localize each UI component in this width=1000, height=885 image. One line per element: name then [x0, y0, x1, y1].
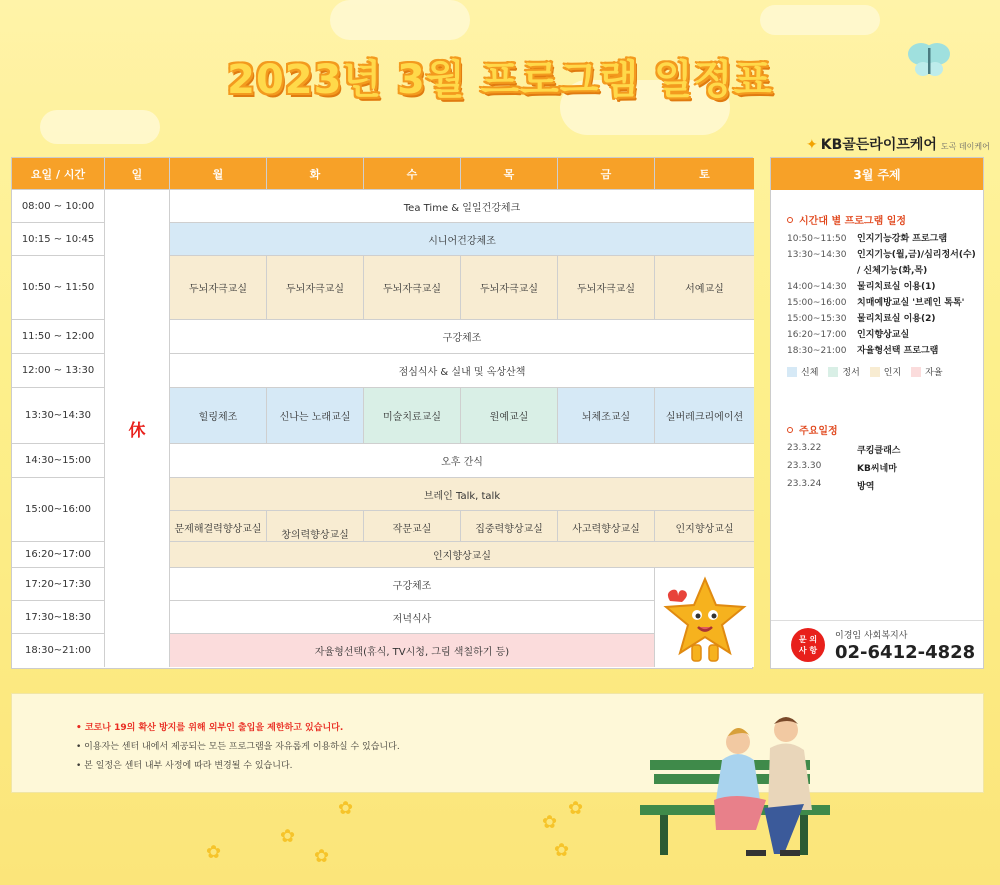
legend-swatch [870, 367, 880, 377]
header-cell: 요일 / 시간 [12, 158, 105, 190]
program-name: 물리치료실 이용(1) [857, 282, 936, 292]
program-row [787, 249, 983, 261]
header-cell: 목 [461, 158, 558, 190]
legend-item [911, 365, 942, 378]
program-row [787, 313, 983, 325]
program-row [787, 329, 983, 341]
program-cell: 힐링체조 [170, 388, 267, 444]
program-time: 15:00~16:00 [787, 298, 847, 308]
flower-icon: ✿ [280, 826, 296, 847]
brand-sub: 도곡 데이케어 [940, 142, 990, 151]
program-cell: 실버레크리에이션 [655, 388, 754, 444]
time-cell: 16:20~17:00 [12, 542, 105, 568]
time-cell: 17:20~17:30 [12, 568, 105, 601]
program-time: 13:30~14:30 [787, 250, 847, 260]
program-time [787, 265, 857, 277]
notice-item: • 이용자는 센터 내에서 제공되는 모든 프로그램을 자유롭게 이용하실 수 있습니다. [76, 739, 983, 752]
program-cell: 구강체조 [170, 568, 655, 601]
program-cell: 미술치료교실 [364, 388, 461, 444]
header-cell: 월 [170, 158, 267, 190]
notice-item: • 본 일정은 센터 내부 사정에 따라 변경될 수 있습니다. [76, 758, 983, 771]
contact-phone[interactable]: 02-6412-4828 [835, 641, 976, 663]
program-cell: Tea Time & 일일건강체크 [170, 190, 754, 223]
header-cell: 화 [267, 158, 364, 190]
color-legend [787, 365, 983, 378]
flower-icon: ✿ [206, 842, 222, 863]
program-cell: 창의력향상교실 [267, 511, 364, 542]
program-name: / 신체기능(화,목) [857, 266, 928, 276]
program-time: 15:00~15:30 [787, 314, 847, 324]
event-row [787, 479, 983, 492]
cloud-decoration [760, 5, 880, 35]
legend-item [828, 365, 859, 378]
event-row [787, 461, 983, 474]
notice-item: • 코로나 19의 확산 방지를 위해 외부인 출입을 제한하고 있습니다. [76, 720, 983, 733]
legend-label: 정서 [842, 368, 860, 378]
program-schedule-title: 시간대 별 프로그램 일정 [787, 212, 983, 227]
program-cell: 인지향상교실 [170, 542, 754, 568]
program-time: 14:00~14:30 [787, 282, 847, 292]
event-name: 쿠킹클래스 [857, 446, 901, 456]
program-cell: 두뇌자극교실 [461, 256, 558, 320]
legend-label: 신체 [801, 368, 819, 378]
cloud-decoration [330, 0, 470, 40]
program-cell: 인지향상교실 [655, 511, 754, 542]
time-cell: 10:15 ~ 10:45 [12, 223, 105, 256]
header-cell: 수 [364, 158, 461, 190]
program-name: 물리치료실 이용(2) [857, 314, 936, 324]
program-cell: 두뇌자극교실 [558, 256, 655, 320]
program-time: 16:20~17:00 [787, 330, 847, 340]
circle-bullet-icon [787, 217, 793, 223]
time-cell: 18:30~21:00 [12, 634, 105, 667]
legend-swatch [787, 367, 797, 377]
time-cell: 14:30~15:00 [12, 444, 105, 478]
header-cell: 금 [558, 158, 655, 190]
program-cell: 시니어건강체조 [170, 223, 754, 256]
program-cell: 오후 간식 [170, 444, 754, 478]
time-cell: 15:00~16:00 [12, 478, 105, 542]
header-cell: 일 [105, 158, 170, 190]
program-cell: 브레인 Talk, talk [170, 478, 754, 511]
program-name: 인지기능(월,금)/심리정서(수) [857, 250, 976, 260]
header-cell: 토 [655, 158, 754, 190]
program-cell: 뇌체조교실 [558, 388, 655, 444]
program-time: 10:50~11:50 [787, 234, 847, 244]
event-name: 방역 [857, 482, 875, 492]
program-row [787, 281, 983, 293]
program-cell: 두뇌자극교실 [170, 256, 267, 320]
time-cell: 08:00 ~ 10:00 [12, 190, 105, 223]
brand-logo [806, 134, 990, 154]
couple-on-bench-illustration [630, 700, 850, 870]
flower-icon: ✿ [554, 840, 570, 861]
program-cell: 작문교실 [364, 511, 461, 542]
legend-label: 인지 [883, 368, 902, 378]
circle-bullet-icon [787, 427, 793, 433]
program-cell: 구강체조 [170, 320, 754, 354]
event-name: KB씨네마 [857, 464, 897, 474]
time-cell: 10:50 ~ 11:50 [12, 256, 105, 320]
time-cell: 13:30~14:30 [12, 388, 105, 444]
sunday-closed-cell: 休 [105, 190, 170, 667]
program-cell: 집중력향상교실 [461, 511, 558, 542]
flower-icon: ✿ [314, 846, 330, 867]
program-name: 인지기능강화 프로그램 [857, 234, 948, 244]
event-date: 23.3.30 [787, 461, 822, 471]
time-cell: 11:50 ~ 12:00 [12, 320, 105, 354]
legend-label: 자율 [925, 368, 943, 378]
program-cell: 저녁식사 [170, 601, 655, 634]
legend-swatch [828, 367, 838, 377]
star-mascot-icon [662, 575, 748, 667]
program-cell: 자율형선택(휴식, TV시청, 그림 색칠하기 등) [170, 634, 655, 667]
program-cell: 사고력향상교실 [558, 511, 655, 542]
flower-icon: ✿ [568, 798, 584, 819]
program-cell: 점심식사 & 실내 및 옥상산책 [170, 354, 754, 388]
program-time: 18:30~21:00 [787, 346, 847, 356]
legend-item [787, 365, 818, 378]
panel-header: 3월 주제 [771, 158, 983, 190]
program-row [787, 345, 983, 357]
flower-icon: ✿ [338, 798, 354, 819]
flower-icon: ✿ [542, 812, 558, 833]
time-cell: 17:30~18:30 [12, 601, 105, 634]
kb-star-icon: ✦ [806, 137, 818, 153]
inquiry-badge: 문 의 사 항 [791, 628, 825, 662]
program-row [787, 265, 983, 277]
event-date: 23.3.24 [787, 479, 822, 489]
page-title: 2023년 3월 프로그램 일정표 [227, 57, 773, 103]
program-cell: 원예교실 [461, 388, 558, 444]
legend-item [870, 365, 901, 378]
program-name: 인지향상교실 [857, 330, 910, 340]
brand-name: KB골든라이프케어 [820, 137, 937, 153]
schedule-table [11, 157, 753, 669]
event-date: 23.3.22 [787, 443, 822, 453]
events-list [771, 443, 983, 492]
program-name: 자율형선택 프로그램 [857, 346, 939, 356]
contact-person: 이경임 사회복지사 [835, 630, 908, 641]
events-title: 주요일정 [787, 422, 983, 437]
cloud-decoration [40, 110, 160, 144]
program-cell: 문제해결력향상교실 [170, 511, 267, 542]
program-name: 치매예방교실 '브레인 톡톡' [857, 298, 965, 308]
program-row [787, 233, 983, 245]
time-cell: 12:00 ~ 13:30 [12, 354, 105, 388]
event-row [787, 443, 983, 456]
monthly-theme-panel [770, 157, 984, 669]
program-cell: 서예교실 [655, 256, 754, 320]
contact-section [771, 620, 983, 669]
legend-swatch [911, 367, 921, 377]
program-cell: 신나는 노래교실 [267, 388, 364, 444]
program-row [787, 297, 983, 309]
program-cell: 두뇌자극교실 [267, 256, 364, 320]
program-list [771, 233, 983, 357]
program-cell: 두뇌자극교실 [364, 256, 461, 320]
